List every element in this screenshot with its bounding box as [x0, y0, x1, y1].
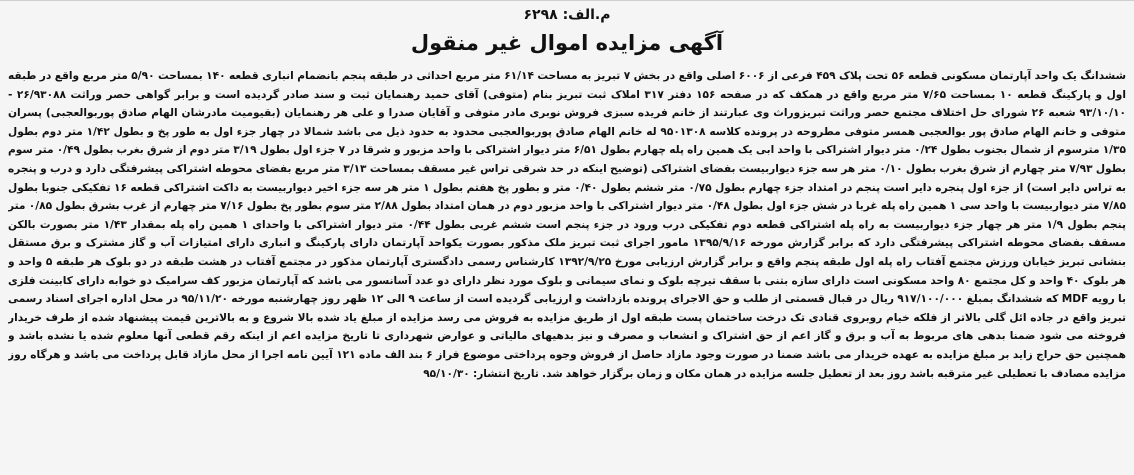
- notice-code: م.الف: ۶۲۹۸: [523, 7, 611, 23]
- notice-body: [8, 67, 1126, 472]
- publish-date: تاریخ انتشار: ۹۵/۱۰/۳۰: [423, 367, 539, 380]
- notice-body-text: ششدانگ یک واحد آپارتمان مسکونی قطعه ۵۶ تحت پلاک ۴۵۹ فرعی از ۶۰۰۶ اصلی واقع در بخش ۷ تبریز به مساحت ۶۱/۱۴ متر مربع احداثی در طبقه پنجم بانضمام انباری قطعه ۱۴۰ بمساحت ۵/۹۰ متر مربع واقع در طبقه اول و پارکینگ قطعه ۱۰ بمساحت ۷/۶۵ متر مربع واقع در همکف که در صفحه ۱۵۶ دفتر ۳۱۷ املاک ثبت تبریز بنام (متوفی) آقای حمید رهنمایان ثبت و سند صادر گردیده است و برابر گواهی حصر وراثت ۲۶/۹۳۰۸۸ - ۹۳/۱۰/۱۰ شعبه ۲۶ شورای حل اختلاف مجتمع حصر وراثت تبریزوراث وی عبارتند از خانم فریده سبزی فروش نوبری مادر متوفی و آقایان صدرا و علی هر رهنمایان (بقیومیت مادرشان الهام صادق پوربوالعجبی) پسران متوفی و خانم الهام صادق پور بوالعجبی همسر متوفی مطروحه در پرونده کلاسه ۹۵۰۱۳۰۸ له خانم الهام صادق پوربوالعجبی محدود به حدود ذیل می باشد شمالا در چهار جزء اول به طور پخ و بطول ۱/۴۲ متر دوم بطول ۱/۳۵ مترسوم از شمال بجنوب بطول ۰/۲۴ متر دیوار اشتراکی با واحد ابی یک همین راه پله چهارم بطول ۶/۵۱ متر دیوار اشتراکی با واحد مزبور و شرقا در ۷ جزء اول بطول ۳/۱۹ متر دوم از شرق بغرب بطول ۰/۴۹ متر سوم بطول ۷/۹۳ متر چهارم از شرق بغرب بطول ۰/۱۰ متر هر سه جزء دیواربیست بفضای اشتراکی (توضیح اینکه در حد شرقی تراس غیر مسقف بمساحت ۳/۱۳ متر مربع بفضای محوطه اشتراکی پیشرفتگی دارد و درب و پنجره به تراس دایر است) از جزء اول پنجره دایر است پنجم در امتداد جزء چهارم بطول ۰/۷۵ متر ششم بطول ۰/۴۰ متر و بطور پخ هفتم بطول ۱ متر هر سه جزء اخیر دیواربیست به داکت اشتراکی قطعه ۱۶ تفکیکی جنوبا بطول ۷/۸۵ متر دیواربیست با واحد سی ۱ همین راه پله غربا در شش جزء اول بطول ۰/۴۸ متر دیوار اشتراکی با واحد مزبور دوم در همان امتداد بطول ۲/۸۸ متر سوم بطور پخ بطول ۷/۱۶ متر چهارم از غرب بشرق بطول ۰/۸۵ متر پنجم بطول ۱/۹ متر هر چهار جزء دیواربیست به راه پله اشتراکی قطعه دوم تفکیکی درب ورود در جزء پنجم است ششم غربی بطول ۰/۴۴ متر دیوار اشتراکی با واحدای ۱ همین راه پله بمقدار ۱/۴۳ متر بصورت بالکن مسقف بفضای محوطه اشتراکی پیشرفتگی دارد که برابر گزارش مورخه ۱۳۹۵/۹/۱۶ مامور اجرای ثبت تبریز ملک مذکور بصورت یکواحد آپارتمان دارای پارکینگ و انباری دارای امتیازات آب و گاز مشترک و برق مستقل بنشانی تبریز خیابان ورزش مجتمع آفتاب راه پله اول طبقه پنجم واقع و برابر گزارش ارزیابی مورخ ۱۳۹۲/۹/۲۵ کارشناس رسمی دادگستری آپارتمان مذکور در مجتمع آفتاب در هشت طبقه در دو بلوک هر طبقه ۵ واحد و هر بلوک ۴۰ واحد و کل مجتمع ۸۰ واحد مسکونی است دارای سازه بتنی با سقف تیرچه بلوک و نمای سیمانی و بلوک مورد نظر دارای دو عدد آسانسور می باشد که آپارتمان مزبور کف سرامیک دو خوابه دارای کابینت فلزی با رویه MDF که ششدانگ بمبلغ ۹۱۷/۱۰۰/۰۰۰ ریال در قبال قسمتی از طلب و حق الاجرای پرونده بازداشت و ارزیابی گردیده است از ساعت ۹ الی ۱۲ ظهر روز چهارشنبه مورخه ۹۵/۱۱/۲۰ در محل اداره اجرای اسناد رسمی تبریز واقع در جاده ائل گلی بالاتر از فلکه خیام روبروی قنادی تک درخت ساختمان پست طبقه اول از طریق مزایده به فروش می رسد مزایده از مبلغ یاد شده بالا شروع و به بالاترین قیمت پیشنهاد شده از طرف خریدار فروخته می شود ضمنا بدهی های مربوط به آب و برق و گاز اعم از حق اشتراک و انشعاب و مصرف و نیز بدهیهای مالیاتی و عوارض شهرداری تا تاریخ مزایده اعم از اینکه رقم قطعی آنها معلوم شده یا نشده باشد و همچنین حق حراج زاید بر مبلغ مزایده به عهده خریدار می باشد ضمنا در صورت وجود مازاد حاصل از فروش وجوه پرداختی موضوع فراز ۶ بند الف ماده ۱۲۱ آیین نامه اجرا از محل مازاد قابل پرداخت می باشد و هرگاه روز مزایده مصادف با تعطیلی غیر مترقبه باشد روز بعد از تعطیل جلسه مزایده در همان مکان و زمان برگزار خواهد شد.: [8, 70, 1126, 380]
- notice-title: آگهی مزایده اموال غیر منقول: [410, 31, 724, 55]
